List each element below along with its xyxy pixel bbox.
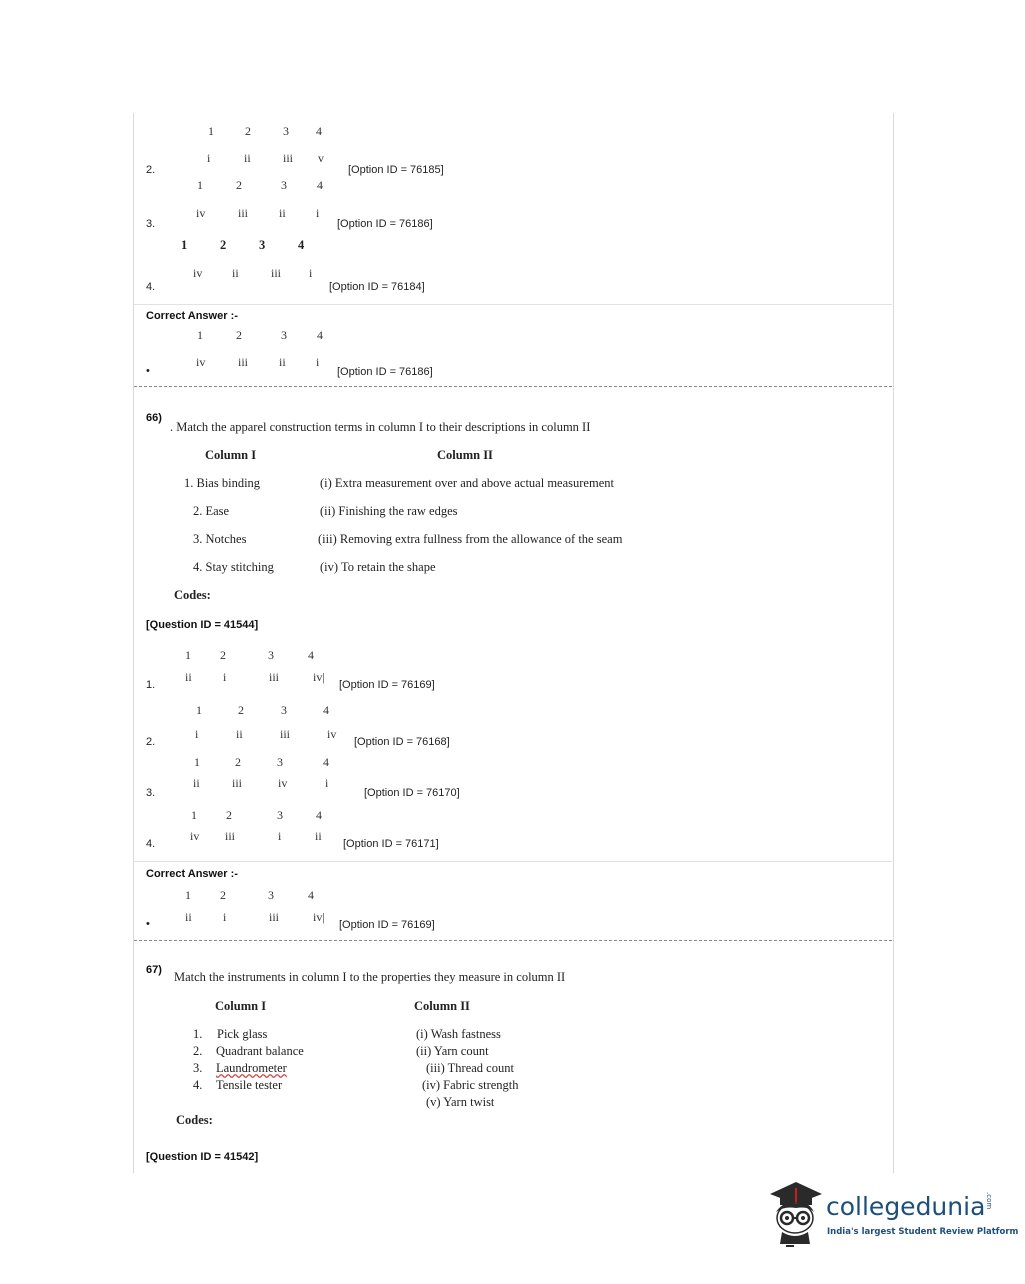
brand-tld: .com [985,1192,993,1210]
grid-val: iv [190,829,200,843]
option-id: [Option ID = 76184] [329,281,425,293]
correct-answer-label: Correct Answer :- [146,868,238,880]
option-number: 2. [146,736,156,748]
column-1-item: 4. Stay stitching [193,560,274,574]
option-number: 4. [146,281,156,293]
grid-head: 3 [277,755,283,769]
grid-head: 3 [259,238,266,252]
column-1-item: Laundrometer [216,1061,287,1075]
grid-val: i [207,151,211,165]
grid-val: i [316,355,320,369]
grid-val: iii [271,266,282,280]
question-id: [Question ID = 41542] [146,1151,259,1163]
grid-head: 1 [191,808,197,822]
grid-val: iii [232,776,243,790]
option-number: 1. [146,679,156,691]
column-2-item: (v) Yarn twist [426,1095,495,1109]
column-1-item: 1. Bias binding [184,476,261,490]
grid-head: 1 [196,703,202,717]
correct-answer-label: Correct Answer :- [146,310,238,322]
grid-val: ii [315,829,322,843]
column-1-number: 1. [193,1027,203,1041]
column-1-number: 3. [193,1061,203,1075]
column-2-item: (ii) Yarn count [416,1044,489,1058]
grid-head: 1 [197,328,203,342]
grid-head: 2 [220,238,227,252]
option-id: [Option ID = 76171] [343,838,439,850]
question-id: [Question ID = 41544] [146,619,259,631]
column-2-item: (ii) Finishing the raw edges [320,504,458,518]
grid-val: iv [327,727,337,741]
grid-val: ii [185,910,192,924]
grid-val: iv [196,206,206,220]
grid-head: 1 [208,124,214,138]
grid-val: v [318,151,324,165]
grid-head: 4 [316,808,322,822]
option-number: 3. [146,218,156,230]
question-number: 66) [146,412,162,424]
grid-val: i [316,206,320,220]
grid-val: ii [279,206,286,220]
grid-head: 2 [238,703,244,717]
grid-val: iii [225,829,236,843]
grid-head: 3 [281,328,287,342]
grid-head: 3 [281,178,287,192]
grid-val: ii [244,151,251,165]
grid-head: 1 [197,178,203,192]
grid-head: 4 [298,238,305,252]
grid-val: i [195,727,199,741]
column-1-item: Quadrant balance [216,1044,304,1058]
separator [134,861,892,862]
column-2-item: (iv) Fabric strength [422,1078,519,1092]
column-2-header: Column II [437,448,493,462]
column-2-item: (iii) Thread count [426,1061,514,1075]
separator [134,304,892,305]
grid-val: ii [185,670,192,684]
grid-head: 4 [317,328,323,342]
page-frame [133,113,894,1173]
grid-head: 2 [245,124,251,138]
brand-name: collegedunia [826,1192,986,1221]
brand-tagline: India's largest Student Review Platform [827,1227,1019,1237]
grid-val: iii [269,670,280,684]
grid-head: 1 [185,888,191,902]
question-number: 67) [146,964,162,976]
grid-val: ii [279,355,286,369]
option-id: [Option ID = 76186] [337,218,433,230]
codes-label: Codes: [174,588,211,602]
grid-val: iii [280,727,291,741]
column-1-header: Column I [205,448,257,462]
option-number: 3. [146,787,156,799]
option-id: [Option ID = 76169] [339,679,435,691]
grid-head: 4 [323,703,329,717]
grid-val: iii [238,206,249,220]
grid-head: 4 [316,124,322,138]
grid-head: 2 [226,808,232,822]
grid-head: 3 [277,808,283,822]
grid-head: 1 [185,648,191,662]
option-number: 4. [146,838,156,850]
answer-bullet: • [146,365,150,377]
option-id: [Option ID = 76168] [354,736,450,748]
answer-bullet: • [146,918,150,930]
column-1-item: Tensile tester [216,1078,283,1092]
grid-val: i [223,670,227,684]
grid-val: iii [283,151,294,165]
grid-head: 2 [236,328,242,342]
question-prompt: . Match the apparel construction terms in column I to their descriptions in column II [170,420,591,434]
grid-head: 3 [283,124,289,138]
grid-head: 1 [181,238,188,252]
grid-head: 2 [220,888,226,902]
grid-val: i [278,829,282,843]
grid-head: 1 [194,755,200,769]
collegedunia-logo [764,1176,1019,1248]
grid-val: iv| [313,910,325,924]
grid-val: i [309,266,313,280]
grid-head: 4 [317,178,323,192]
grid-val: ii [193,776,200,790]
column-2-item: (i) Wash fastness [416,1027,501,1041]
grid-val: iv [196,355,206,369]
grid-val: iv [278,776,288,790]
column-1-item: 3. Notches [193,532,247,546]
column-2-header: Column II [414,999,470,1013]
grid-head: 2 [236,178,242,192]
option-id: [Option ID = 76169] [339,919,435,931]
column-1-item: Pick glass [217,1027,268,1041]
column-1-number: 2. [193,1044,203,1058]
grid-val: iv [193,266,203,280]
question-separator [134,386,892,387]
grid-head: 3 [281,703,287,717]
grid-head: 4 [308,888,314,902]
grid-val: ii [236,727,243,741]
mascot-icon [764,1176,826,1248]
question-separator [134,940,892,941]
option-id: [Option ID = 76185] [348,164,444,176]
grid-head: 4 [308,648,314,662]
column-2-item: (iv) To retain the shape [320,560,436,574]
grid-head: 3 [268,648,274,662]
grid-val: iii [238,355,249,369]
grid-val: i [325,776,329,790]
column-2-item: (iii) Removing extra fullness from the allowance of the seam [318,532,623,546]
option-id: [Option ID = 76186] [337,366,433,378]
grid-val: iii [269,910,280,924]
grid-head: 3 [268,888,274,902]
column-1-number: 4. [193,1078,203,1092]
column-1-header: Column I [215,999,267,1013]
option-number: 2. [146,164,156,176]
grid-head: 4 [323,755,329,769]
grid-head: 2 [220,648,226,662]
codes-label: Codes: [176,1113,213,1127]
column-1-item: 2. Ease [193,504,230,518]
grid-val: iv| [313,670,325,684]
question-prompt: Match the instruments in column I to the properties they measure in column II [174,970,566,984]
option-id: [Option ID = 76170] [364,787,460,799]
grid-head: 2 [235,755,241,769]
grid-val: i [223,910,227,924]
grid-val: ii [232,266,239,280]
column-2-item: (i) Extra measurement over and above actual measurement [320,476,614,490]
